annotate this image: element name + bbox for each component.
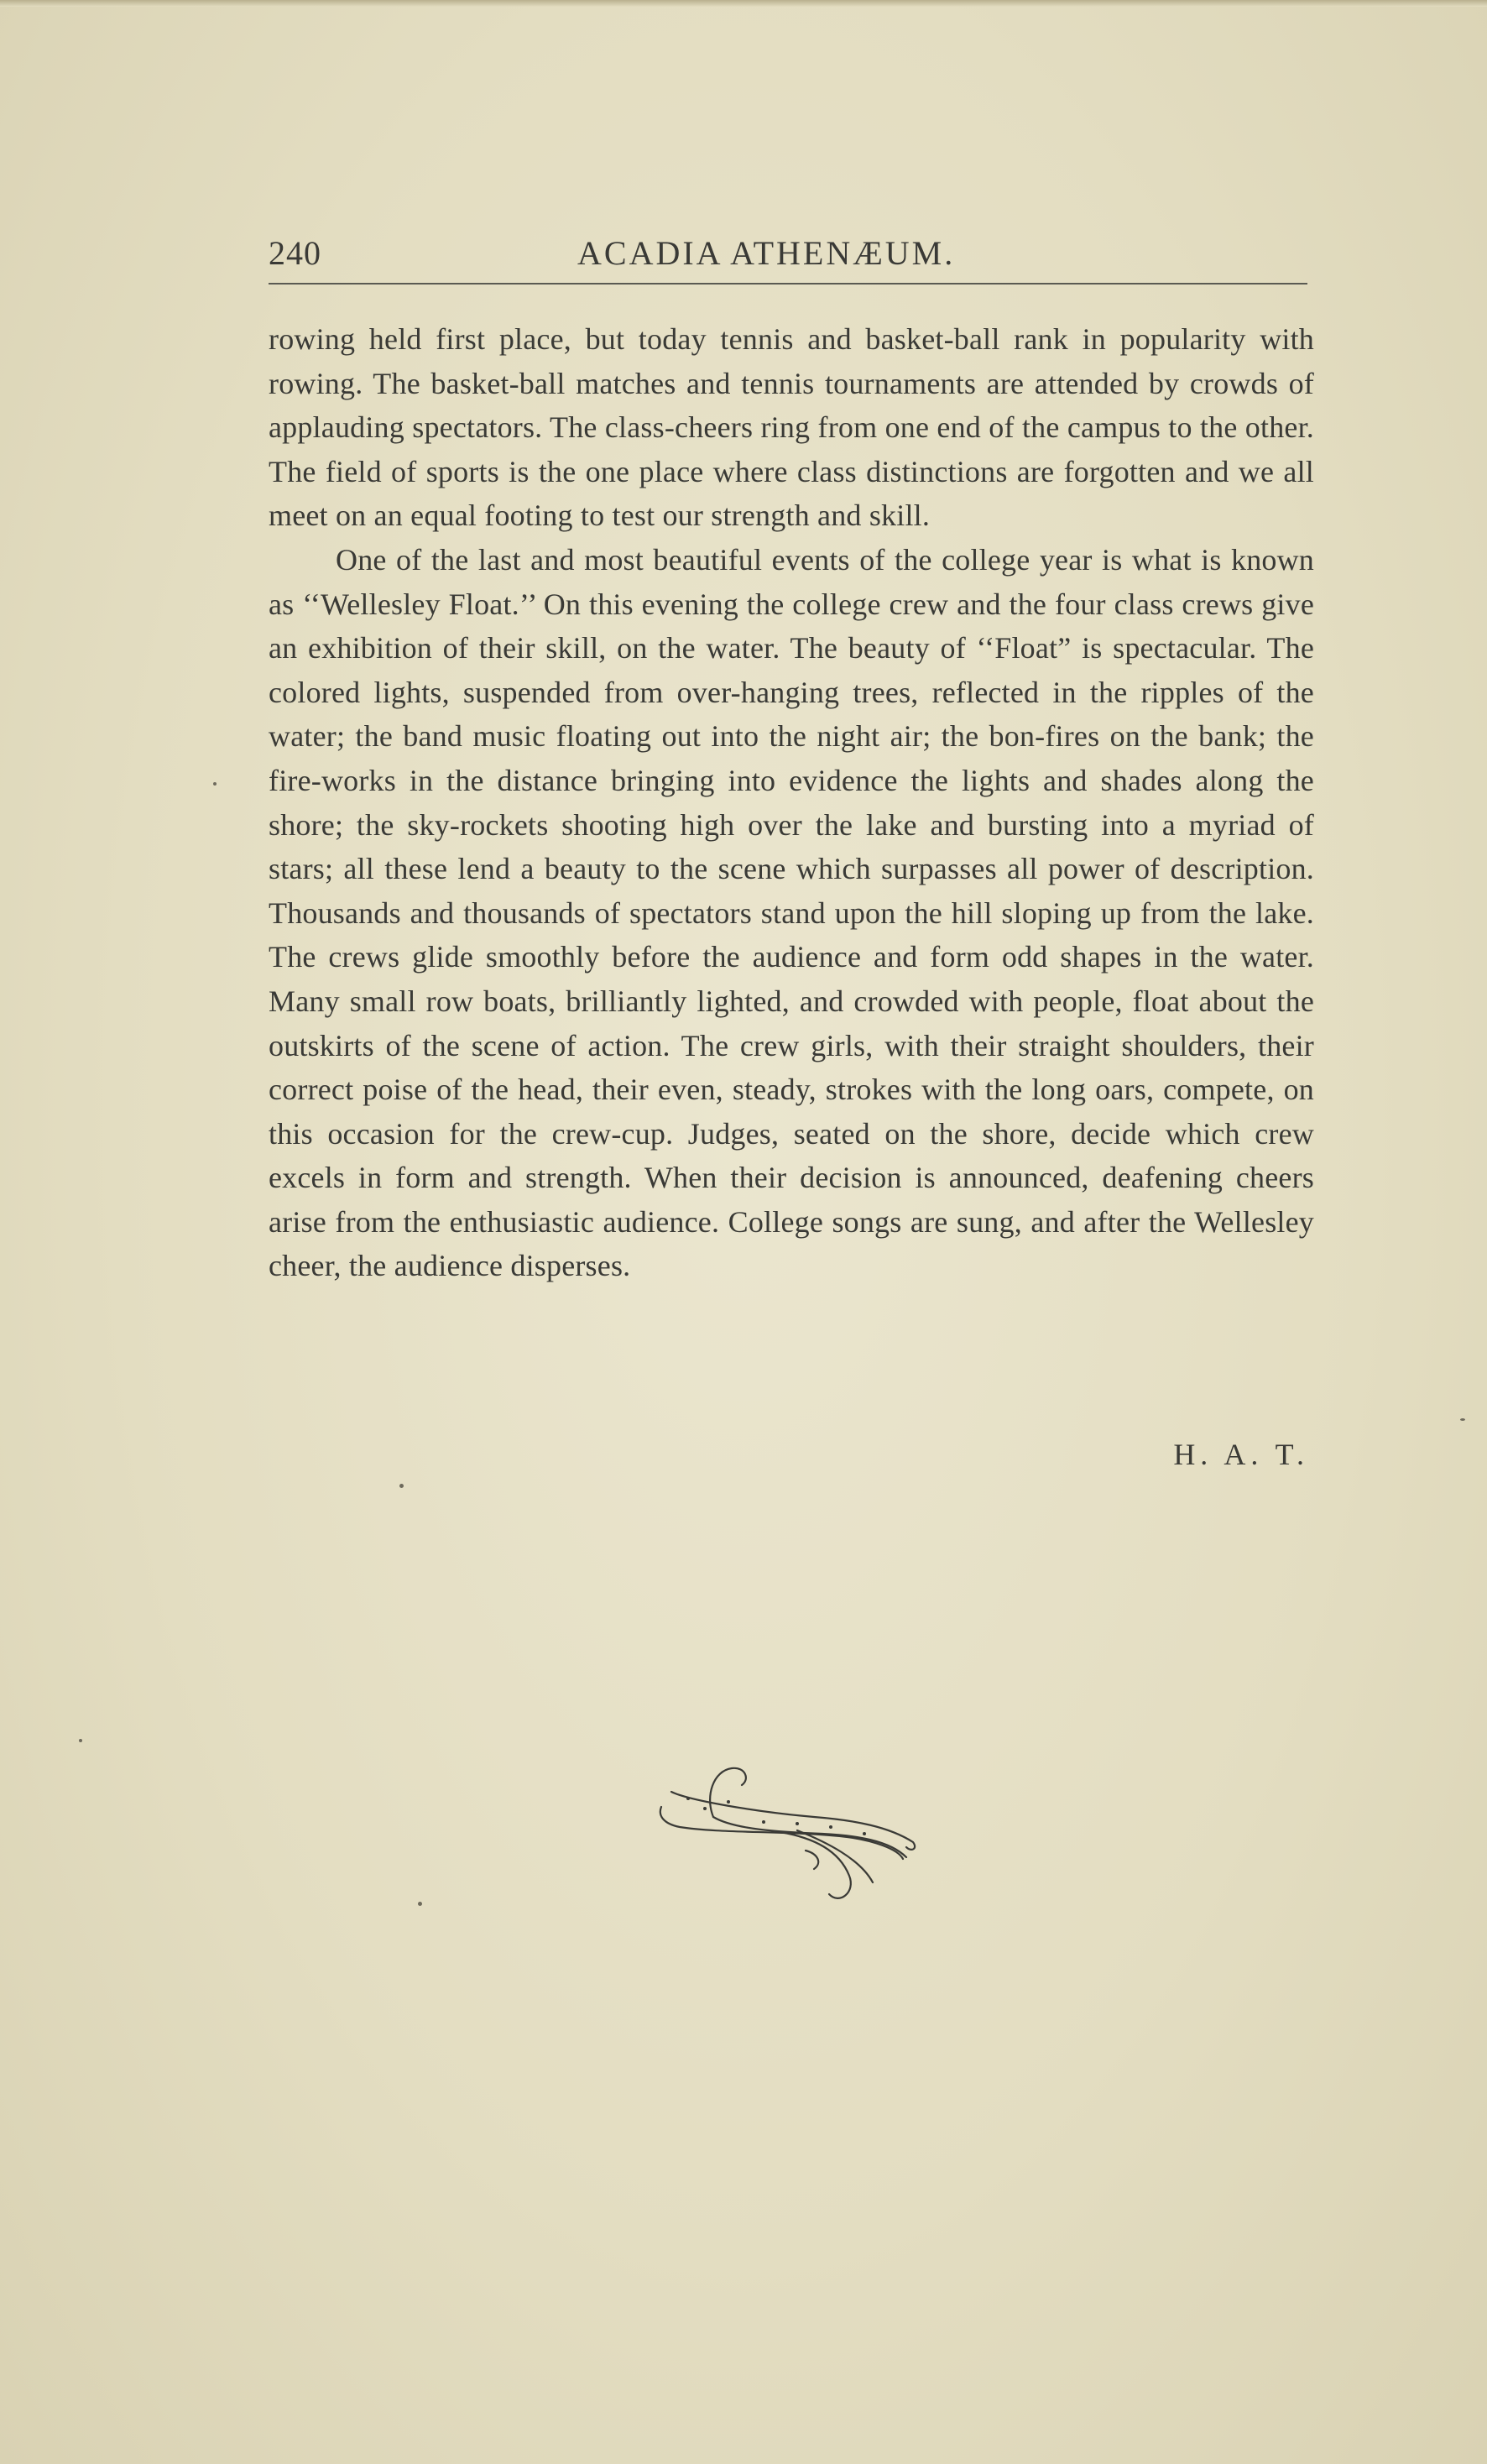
paper-speck <box>399 1484 404 1488</box>
paragraph: One of the last and most beautiful events of the college year is what is known as ‘‘Wellesley Float.’’ On this evening the college crew and the four class crews give an exhibition of their skill, on the water. The beauty of ‘‘Float” is spectacular. The colored lights, suspended from over-hanging trees, reflected in the ripples of the water; the band music floating out into the night air; the bon-fires on the bank; the fire-works in the distance bringing into evidence the lights and shades along the shore; the sky-rockets shooting high over the lake and bursting into a myriad of stars; all these lend a beauty to the scene which surpasses all power of description. Thousands and thousands of spectators stand upon the hill sloping up from the lake. The crews glide smoothly before the audience and form odd shapes in the water. Many small row boats, brilliantly lighted, and crowded with people, float about the outskirts of the scene of action. The crew girls, with their straight shoulders, their correct poise of the head, their even, steady, strokes with the long oars, compete, on this occasion for the crew-cup. Judges, seated on the shore, decide which crew excels in form and strength. When their decision is announced, deafening cheers arise from the enthusiastic audience. College songs are sung, and after the Wellesley cheer, the audience disperses. <box>269 542 1314 1283</box>
paragraph: rowing held first place, but today tennis and basket-ball rank in popularity with rowing. The basket-ball matches and tennis tournaments are attended by crowds of applauding spectators. The class-cheers ring from one end of the campus to the other. The field of sports is the one place where class distinctions are forgotten and we all meet on an equal footing to test our strength and skill. <box>269 322 1314 533</box>
flourish-ornament-icon <box>655 1750 923 1909</box>
running-header <box>269 233 1309 284</box>
paper-speck <box>213 782 217 786</box>
running-title: ACADIA ATHENÆUM. <box>577 234 956 272</box>
author-initials: H. A. T. <box>1173 1438 1309 1471</box>
header-rule <box>269 283 1307 285</box>
paper-speck <box>79 1739 82 1742</box>
paper-speck <box>418 1902 422 1906</box>
page-top-edge <box>0 0 1487 7</box>
page-number: 240 <box>269 234 321 272</box>
article-body <box>269 317 1314 1288</box>
paper-speck <box>1460 1418 1465 1421</box>
